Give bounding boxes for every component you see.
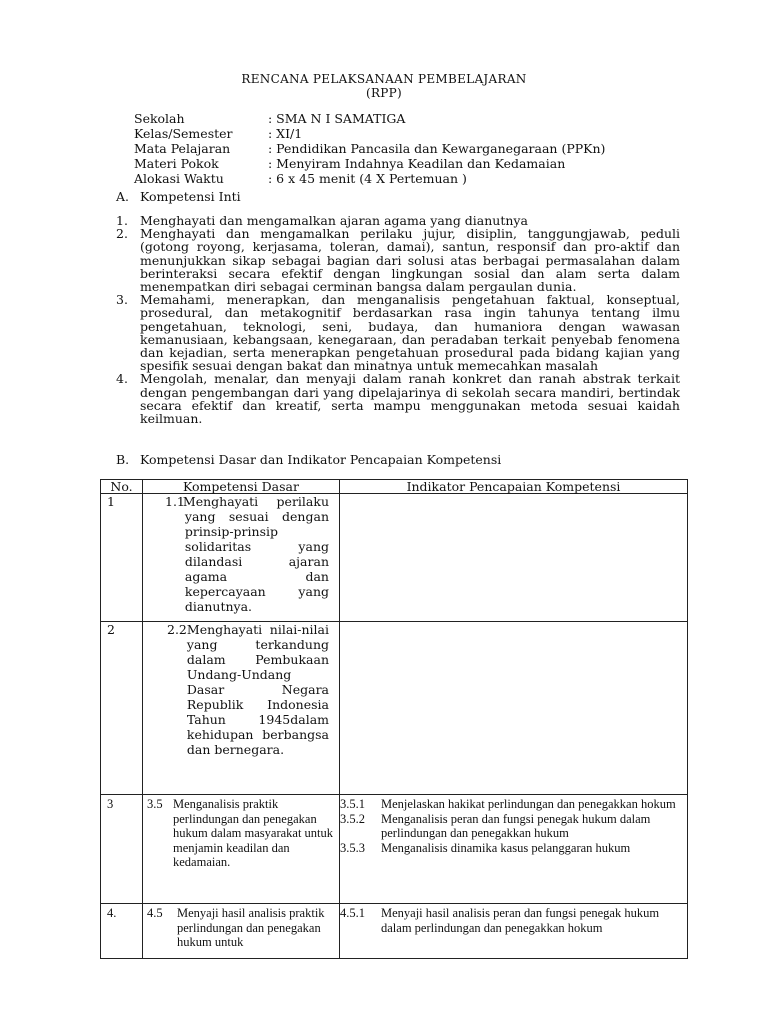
table-header-row xyxy=(101,480,688,494)
list-number: 4. xyxy=(116,371,128,387)
competency-code: 2.2 xyxy=(167,622,187,637)
info-value: : Menyiram Indahnya Keadilan dan Kedamaian xyxy=(268,156,566,171)
info-value: : SMA N I SAMATIGA xyxy=(268,111,406,126)
row-number: 4. xyxy=(101,904,143,959)
indicator-code: 3.5.3 xyxy=(340,840,365,855)
header-no: No. xyxy=(101,480,143,494)
competency-table xyxy=(100,479,688,959)
indicator-code: 3.5.2 xyxy=(340,811,365,826)
list-item xyxy=(116,227,680,293)
table-row xyxy=(101,494,688,622)
header-indicator: Indikator Pencapaian Kompetensi xyxy=(340,480,688,494)
indicator-code: 4.5.1 xyxy=(340,906,365,920)
section-marker: A. xyxy=(116,189,130,204)
core-competency-list xyxy=(116,214,680,425)
competency-text: Menghayati nilai-nilai yang terkandung dalam Pembukaan Undang-Undang Dasar Negara Republik Indonesia Tahun 1945dalam kehidupan berbangsa dan bernegara. xyxy=(186,622,329,757)
basic-competency-cell xyxy=(143,904,340,959)
section-title: Kompetensi Dasar dan Indikator Pencapaian Kompetensi xyxy=(140,452,502,467)
indicator-cell xyxy=(340,795,688,904)
basic-competency-cell xyxy=(143,622,340,795)
identity-block xyxy=(134,111,605,186)
competency-text: Menganalisis praktik perlindungan dan penegakan hukum dalam masyarakat untuk menjamin keadilan dan kedamaian. xyxy=(173,797,334,869)
info-label: Sekolah xyxy=(134,111,185,126)
indicator-text: Menganalisis peran dan fungsi penegak hukum dalam perlindungan dan penegakkan hukum xyxy=(381,811,651,840)
indicator-cell xyxy=(340,904,688,959)
section-title: Kompetensi Inti xyxy=(140,189,241,204)
info-label: Mata Pelajaran xyxy=(134,141,231,156)
row-number: 1 xyxy=(101,494,143,622)
list-text: Menghayati dan mengamalkan ajaran agama yang dianutnya xyxy=(140,213,528,228)
indicator-text: Menganalisis dinamika kasus pelanggaran hukum xyxy=(381,840,631,855)
indicator-item xyxy=(340,841,687,856)
info-value: : 6 x 45 menit (4 X Pertemuan ) xyxy=(268,171,467,186)
table-row xyxy=(101,904,688,959)
section-b-heading xyxy=(116,452,501,467)
info-row-school xyxy=(134,111,605,126)
info-value: : XI/1 xyxy=(268,126,303,141)
indicator-item xyxy=(340,906,687,935)
indicator-item xyxy=(340,797,687,812)
info-label: Alokasi Waktu xyxy=(134,171,224,186)
indicator-cell xyxy=(340,622,688,795)
info-row-time xyxy=(134,171,605,186)
list-text: Menghayati dan mengamalkan perilaku jujur, disiplin, tanggungjawab, peduli (gotong royong, kerjasama, toleran, damai), santun, responsif dan pro-aktif dan menunjukkan sikap sebagai bagian dari solusi atas berbagai permasalahan dalam berinteraksi secara efektif dengan lingkungan sosial dan alam serta dalam menempatkan diri sebagai cerminan bangsa dalam pergaulan dunia. xyxy=(140,226,680,295)
info-row-subject xyxy=(134,141,605,156)
info-row-class xyxy=(134,126,605,141)
indicator-cell xyxy=(340,494,688,622)
row-number: 3 xyxy=(101,795,143,904)
info-label: Kelas/Semester xyxy=(134,126,233,141)
competency-code: 3.5 xyxy=(147,797,163,811)
document-subtitle: (RPP) xyxy=(365,86,403,100)
info-row-topic xyxy=(134,156,605,171)
competency-code: 1.1 xyxy=(165,494,185,509)
basic-competency-cell xyxy=(143,494,340,622)
competency-text: Menghayati perilaku yang sesuai dengan prinsip-prinsip solidaritas yang dilandasi ajaran agama dan kepercayaan yang dianutnya. xyxy=(182,494,329,614)
section-a-heading xyxy=(116,189,241,204)
header-basic-competency: Kompetensi Dasar xyxy=(143,480,340,494)
list-item xyxy=(116,293,680,372)
row-number: 2 xyxy=(101,622,143,795)
list-number: 1. xyxy=(116,213,128,228)
list-item xyxy=(116,372,680,425)
section-marker: B. xyxy=(116,452,130,467)
indicator-item xyxy=(340,812,687,841)
indicator-text: Menyaji hasil analisis peran dan fungsi penegak hukum dalam perlindungan dan penegakkan hokum xyxy=(381,906,660,935)
list-text: Memahami, menerapkan, dan menganalisis pengetahuan faktual, konseptual, prosedural, dan metakognitif berdasarkan rasa ingin tahunya tentang ilmu pengetahuan, teknologi, seni, budaya, dan humaniora dengan wawasan kemanusiaan, kebangsaan, kenegaraan, dan peradaban terkait penyebab fenomena dan kejadian, serta menerapkan pengetahuan prosedural pada bidang kajian yang spesifik sesuai dengan bakat dan minatnya untuk memecahkan masalah xyxy=(140,292,680,374)
list-text: Mengolah, menalar, dan menyaji dalam ranah konkret dan ranah abstrak terkait dengan pengembangan dari yang dipelajarinya di sekolah secara mandiri, bertindak secara efektif dan kreatif, serta mampu menggunakan metoda sesuai kaidah keilmuan. xyxy=(140,371,680,427)
indicator-code: 3.5.1 xyxy=(340,797,365,811)
document-title: RENCANA PELAKSANAAN PEMBELAJARAN xyxy=(241,72,527,86)
table-row xyxy=(101,795,688,904)
list-number: 3. xyxy=(116,292,128,308)
competency-text: Menyaji hasil analisis praktik perlindungan dan penegakan hukum untuk xyxy=(177,906,325,949)
table-row xyxy=(101,622,688,795)
info-label: Materi Pokok xyxy=(134,156,219,171)
competency-code: 4.5 xyxy=(147,906,163,920)
list-number: 2. xyxy=(116,226,128,242)
info-value: : Pendidikan Pancasila dan Kewarganegaraan (PPKn) xyxy=(268,141,606,156)
basic-competency-cell xyxy=(143,795,340,904)
indicator-text: Menjelaskan hakikat perlindungan dan penegakkan hokum xyxy=(381,797,676,811)
